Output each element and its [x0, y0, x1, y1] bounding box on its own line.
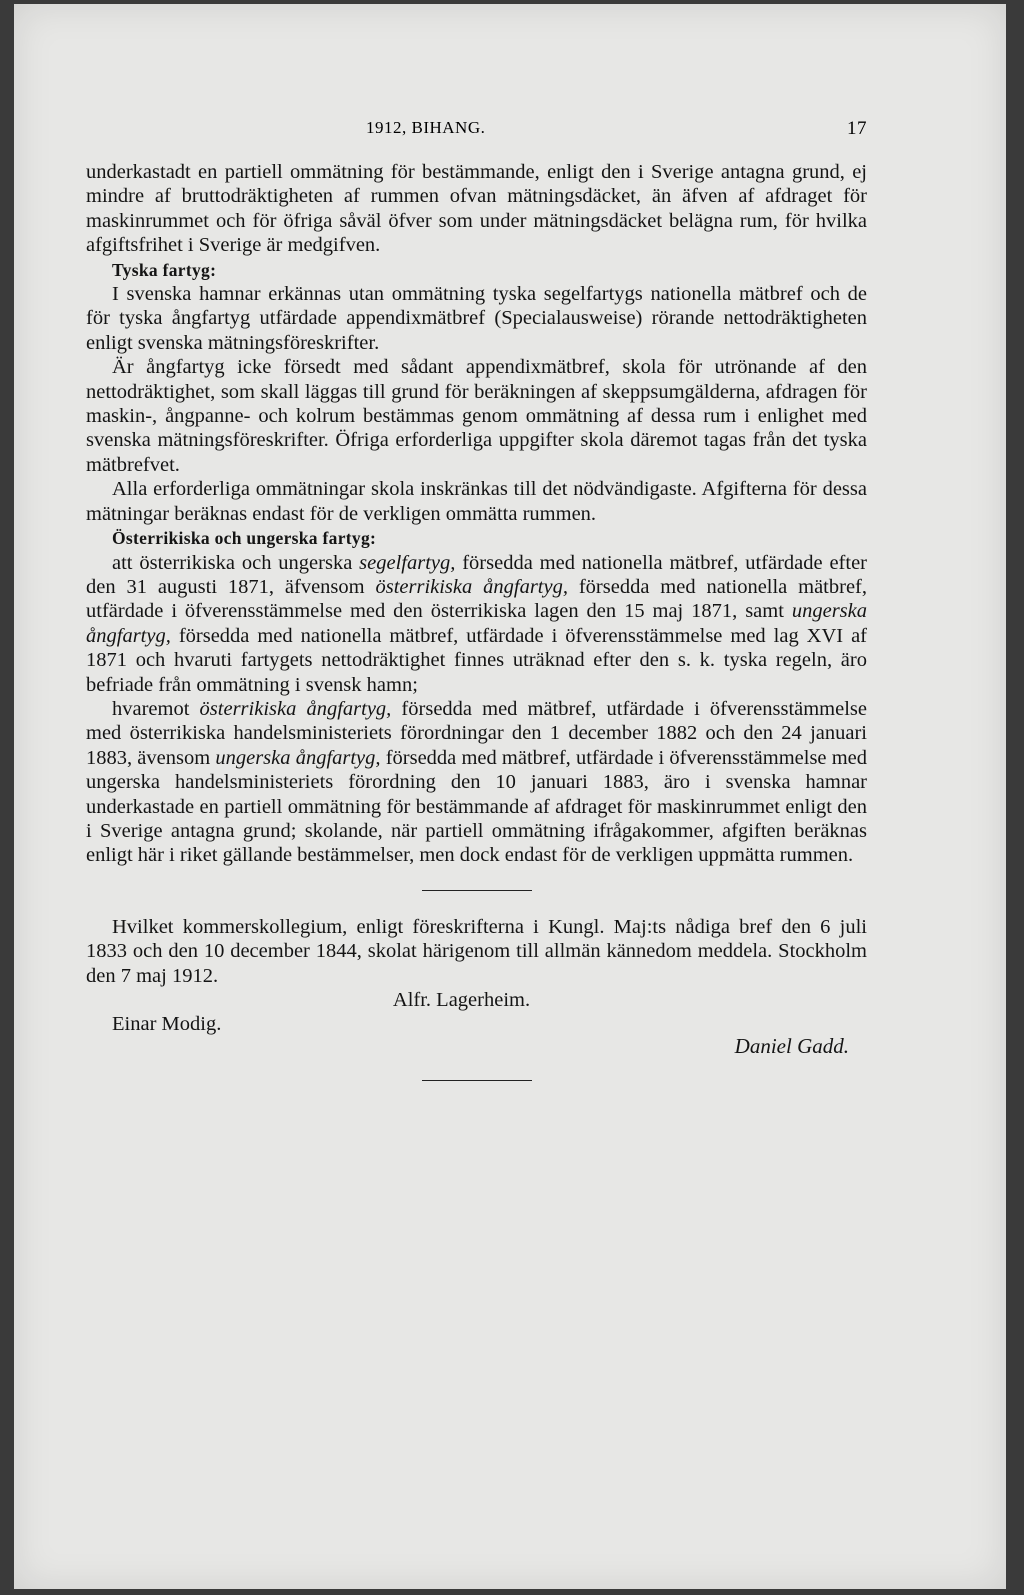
- german-paragraph-3: Alla erforderliga ommätningar skola inskränkas till det nödvändigaste. Afgifterna för dessa mätningar beräknas endast för de verkligen ommätta rummen.: [86, 478, 867, 525]
- body-text: [86, 160, 867, 1081]
- text-run: hvaremot: [112, 697, 200, 720]
- page-header: [86, 118, 867, 144]
- continuation-paragraph: underkastadt en partiell ommätning för bestämmande, enligt den i Sverige antagna grund, ej mindre af bruttodräktigheten af rummen ofvan mätningsdäcket, än äfven af afdraget för maskinrummet och för öfriga såväl öfver som under mätningsdäcket belägna rum, för hvilka afgiftsfrihet i Sverige är medgifven.: [86, 161, 867, 257]
- austro-paragraph-2: [86, 697, 867, 868]
- section-heading-german: Tyska fartyg:: [112, 259, 217, 280]
- italic-run: österrikiska ångfartyg,: [375, 575, 568, 598]
- closing-paragraph: Hvilket kommerskollegium, enligt föreskrifterna i Kungl. Maj:ts nådiga bref den 6 juli 1833 och den 10 december 1844, skolat härigenom till allmän kännedom meddela. Stockholm den 7 maj 1912.: [86, 915, 867, 987]
- section-divider: [422, 890, 532, 891]
- signature-row: [86, 1012, 867, 1062]
- italic-run: österrikiska ångfartyg,: [199, 697, 392, 720]
- italic-run: ungerska ångfartyg,: [86, 600, 867, 647]
- signature-lagerheim: Alfr. Lagerheim.: [392, 989, 531, 1011]
- signature-gadd: Daniel Gadd.: [734, 1034, 849, 1059]
- italic-run: segelfartyg,: [359, 551, 456, 574]
- end-divider: [422, 1080, 532, 1081]
- german-paragraph-2: Är ångfartyg icke försedt med sådant appendixmätbref, skola för utrönande af den nettodräktighet, som skall läggas till grund för beräkningen af skeppsumgälderna, afdragen för maskin-, ångpanne- och kolrum bestämmas genom ommätning af dessa rum i enlighet med svenska mätningsföreskrifter. Öfriga erforderliga uppgifter skola däremot tagas från det tyska mätbrefvet.: [86, 356, 867, 476]
- text-run: försedda med nationella mätbref, utfärdade i öfverensstämmelse med lag XVI af 1871 och hvaruti fartygets nettodräktighet finnes uträknad efter den s. k. tyska regeln, äro befriade från ommätning i svensk hamn;: [86, 624, 867, 696]
- text-run: försedda med nationella mätbref, utfärdade efter den 31 augusti 1871, äfvensom: [86, 551, 868, 598]
- austro-paragraph-1: [86, 551, 867, 697]
- text-run: försedda med nationella mätbref, utfärdade i öfverensstämmelse med den österrikiska lagen den 15 maj 1871, samt: [86, 575, 868, 623]
- page-number: 17: [847, 118, 867, 139]
- german-paragraph-1: I svenska hamnar erkännas utan ommätning tyska segelfartygs nationella mätbref och de för tyska ångfartyg utfärdade appendixmätbref (Specialausweise) rörande nettodräktigheten enligt svenska mätningsföreskrifter.: [86, 283, 867, 354]
- document-page: [14, 4, 1006, 1589]
- signature-modig: Einar Modig.: [112, 1013, 222, 1036]
- text-run: försedda med mätbref, utfärdade i öfverensstämmelse med ungerska handelsministeriets förordning den 10 januari 1883, äro i svenska hamnar underkastade en partiell ommätning för bestämmande af afdraget för maskinrummet enligt den i Sverige antagna grund; skolande, när partiell ommätning ifrågakommer, afgiften beräknas enligt här i riket gällande bestämmelser, men dock endast för de verkligen uppmätta rummen.: [86, 746, 867, 867]
- italic-run: ungerska ångfartyg,: [215, 746, 381, 769]
- text-run: försedda med mätbref, utfärdade i öfverensstämmelse med österrikiska handelsministeriets förordningar den 1 december 1882 och den 24 januari 1883, ävensom: [86, 697, 867, 769]
- section-heading-austro-hungarian: Österrikiska och ungerska fartyg:: [112, 528, 377, 549]
- text-run: att österrikiska och ungerska: [112, 551, 360, 574]
- running-title: 1912, BIHANG.: [366, 118, 486, 137]
